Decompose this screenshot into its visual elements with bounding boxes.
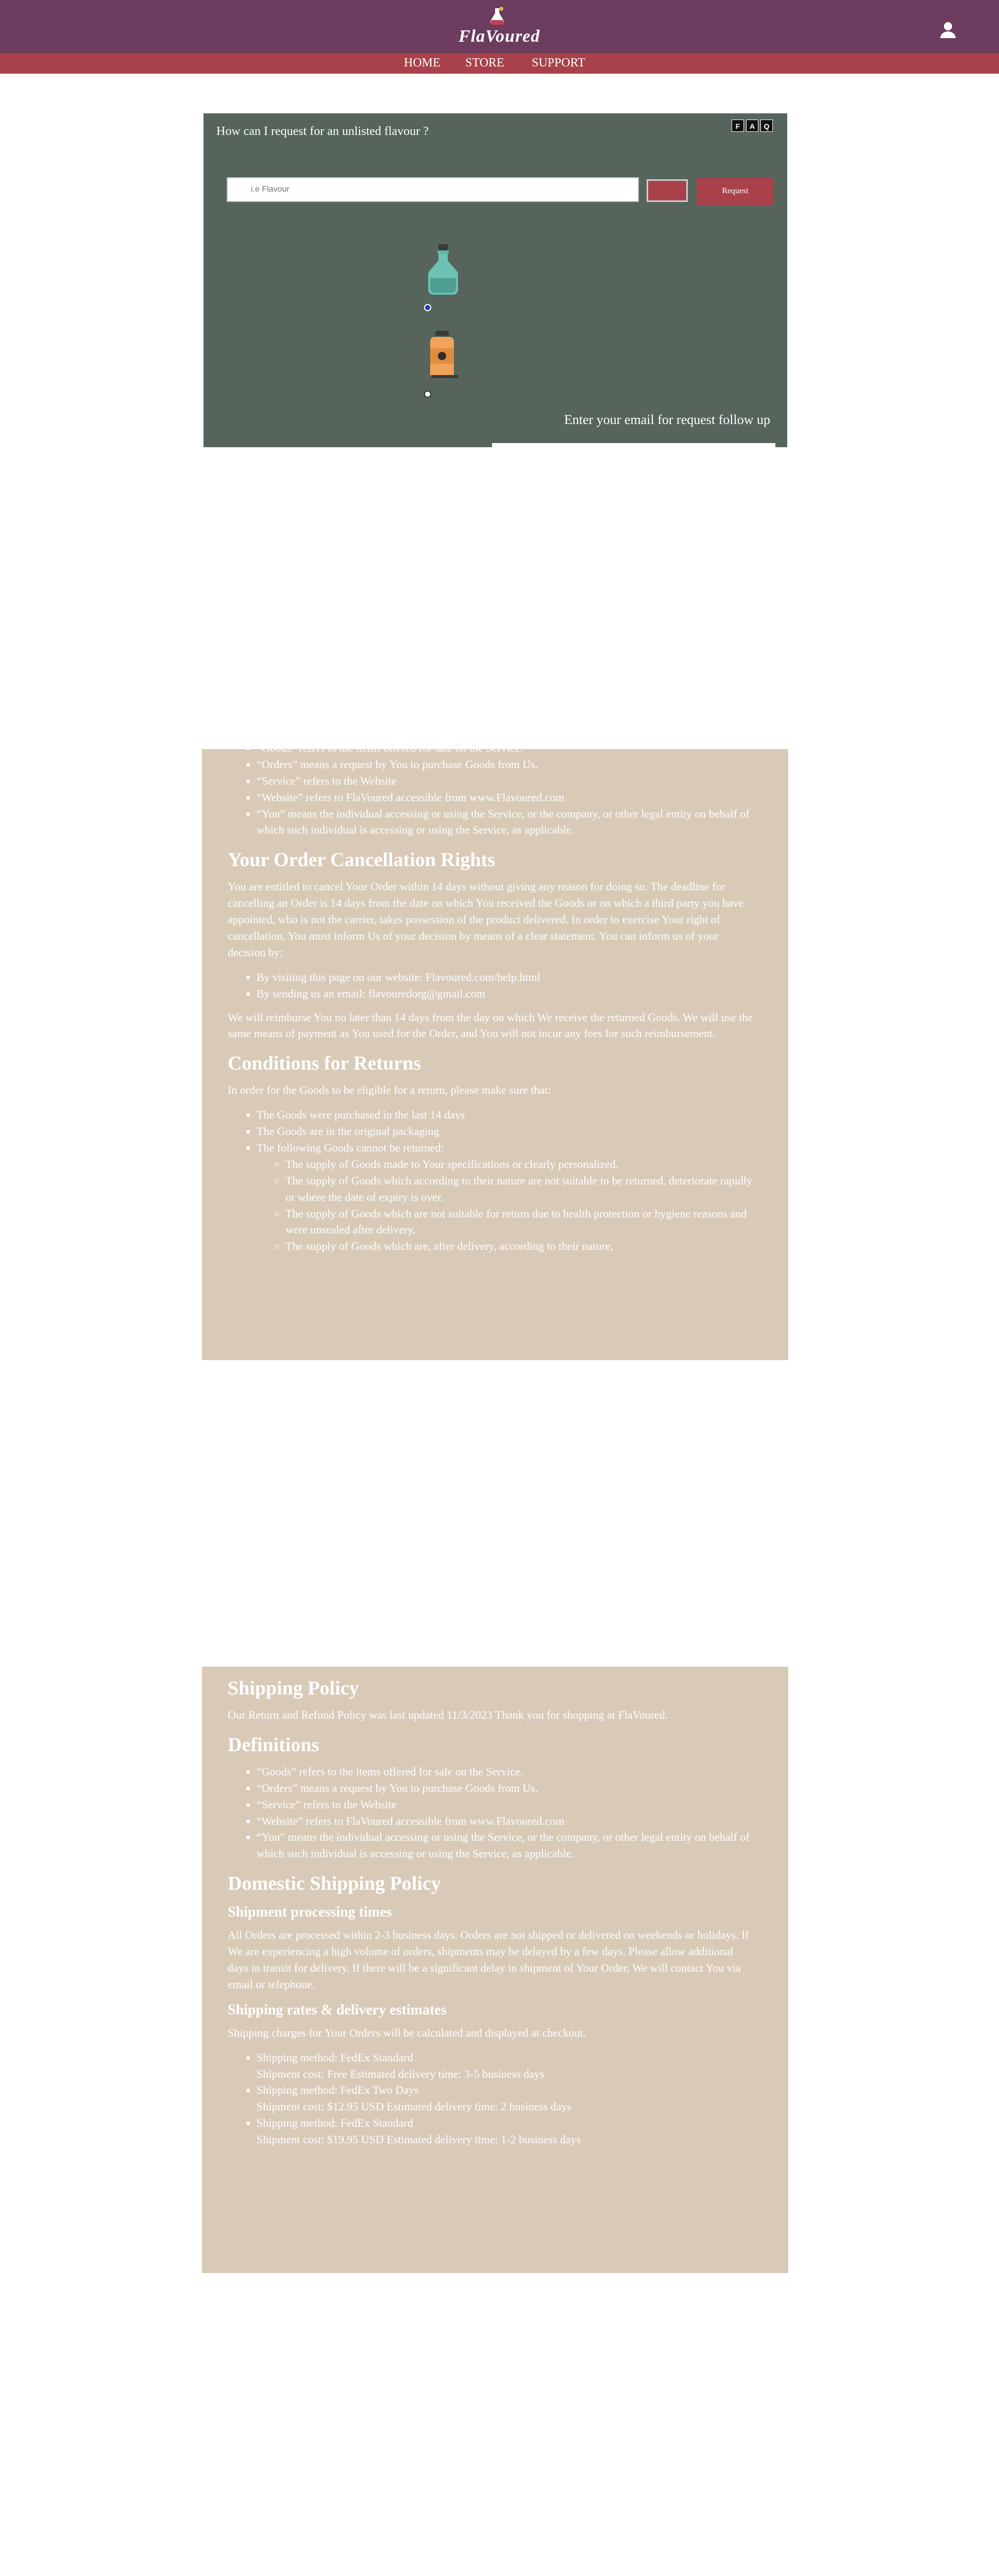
bottle-option-icon[interactable] [425,242,461,299]
list-item: • “Goods” refers to the items offered for sale on the Service. [257,1764,753,1780]
returns-exceptions-list [257,1156,753,1255]
shipping-detail: Shipment cost: $12.95 USD Estimated delivery time: 2 business days [257,2100,572,2113]
flavour-input[interactable] [227,177,639,202]
list-item: • “Orders” means a request by You to purchase Goods from Us. [257,756,753,773]
cancellation-methods [228,969,753,1002]
flavour-color-picker[interactable] [647,179,688,202]
shipping-intro: Our Return and Refund Policy was last updated 11/3/2023 Thank you for shopping at FlaVoured. [228,1708,668,1721]
jar-radio[interactable] [424,391,431,398]
list-item: • “Website” refers to FlaVoured accessible from www.Flavoured.com [257,789,753,806]
request-question: How can I request for an unlisted flavour ? [216,125,429,138]
main-nav [0,53,999,74]
bottle-radio[interactable] [424,304,431,311]
list-item [257,2115,753,2148]
font-size-button[interactable]: F [732,120,744,132]
definitions-list [228,1764,753,1862]
return-policy-panel [202,741,788,1360]
list-item: • The Goods are in the original packaging [257,1123,753,1140]
list-item [257,1140,753,1255]
processing-times-heading: Shipment processing times [228,1904,392,1921]
shipping-policy-panel [202,1667,788,2273]
list-item [257,2082,753,2115]
logo-flask-icon [487,6,507,27]
return-policy-content [228,740,753,1262]
brand-logo[interactable] [459,6,540,49]
reimbursement-text: We will reimburse You no later than 14 days from the day on which We receive the returned Goods. We will use the same means of payment as You used for the Order, and You will not incur any fees for such reimbursement. [228,1010,753,1040]
returns-list [228,1107,753,1255]
list-item: • “Goods” refers to the items offered for sale on the Service. [257,740,753,756]
request-button[interactable]: Request [697,177,774,205]
list-item: • By sending us an email: flavouredorg@gmail.com [257,986,753,1002]
contrast-button[interactable]: A [746,120,758,132]
shipping-policy-content [228,1667,753,2155]
domestic-shipping-heading: Domestic Shipping Policy [228,1873,441,1895]
brand-name: FlaVoured [459,27,540,46]
email-followup-input[interactable] [492,443,775,447]
list-item: ◦ The supply of Goods which are, after delivery, according to their nature, [285,1238,753,1255]
definitions-list [228,740,753,838]
list-item: • The Goods were purchased in the last 14 days [257,1107,753,1123]
processing-times-text: All Orders are processed within 2-3 business days. Orders are not shipped or delivered on weekends or holidays. If We are experiencing a high volume of orders, shipments may be delayed by a few days. Please allow additional days in transit for delivery. If there will be a significant delay in shipment of Your Order, We will contact You via email or telephone. [228,1928,749,1991]
shipping-method: Shipping method: FedEx Standard [257,2050,413,2064]
list-item: • By visiting this page on our website: Flavoured.com/help.html [257,969,753,986]
cancellation-text: You are entitled to cancel Your Order within 14 days without giving any reason for doing so. The deadline for cancelling an Order is 14 days from the date on which You received the Goods or on which a third party you have appointed, who is not the carrier, takes possession of the product delivered. In order to exercise Your right of cancellation, You must inform Us of your decision by means of a clear statement. You can inform us of your decision by: [228,880,744,959]
returns-heading: Conditions for Returns [228,1053,421,1075]
top-bar [0,0,999,53]
list-item [257,2049,753,2082]
returns-intro: In order for the Goods to be eligible for a return, please make sure that: [228,1083,551,1097]
list-item: • “You” means the individual accessing or using the Service, or the company, or other legal entity on behalf of which such individual is accessing or using the Service, as applicable. [257,806,753,839]
shipping-methods-list [228,2049,753,2148]
list-item: • “Website” refers to FlaVoured accessible from www.Flavoured.com [257,1813,753,1829]
jar-option-icon[interactable] [425,330,459,381]
definitions-heading: Definitions [228,1734,319,1756]
faq-button[interactable]: Q [760,120,773,132]
list-item: • “You” means the individual accessing or using the Service, or the company, or other legal entity on behalf of which such individual is accessing or using the Service, as applicable. [257,1829,753,1862]
list-item: ◦ The supply of Goods made to Your specifications or clearly personalized. [285,1156,753,1173]
shipping-method: Shipping method: FedEx Two Days [257,2083,419,2097]
list-item: • “Service” refers to the Website [257,773,753,789]
cancellation-heading: Your Order Cancellation Rights [228,849,495,871]
shipping-method: Shipping method: FedEx Standard [257,2116,413,2130]
nav-home[interactable]: HOME [404,56,441,70]
flavour-request-card [204,113,787,447]
shipping-rates-intro: Shipping charges for Your Orders will be calculated and displayed at checkout. [228,2026,586,2039]
list-item-text: The following Goods cannot be returned: [257,1141,444,1155]
user-account-icon[interactable] [938,20,958,40]
list-item: ◦ The supply of Goods which are not suitable for return due to health protection or hygiene reasons and were unsealed after delivery. [285,1206,753,1239]
list-item: • “Orders” means a request by You to purchase Goods from Us. [257,1780,753,1797]
shipping-heading: Shipping Policy [228,1677,359,1699]
nav-store[interactable]: STORE [465,56,504,70]
nav-support[interactable]: SUPPORT [532,56,585,70]
list-item: ◦ The supply of Goods which according to their nature are not suitable to be returned, deteriorate rapidly or where the date of expiry is over. [285,1173,753,1206]
shipping-rates-heading: Shipping rates & delivery estimates [228,2002,447,2018]
list-item: • “Service” refers to the Website [257,1797,753,1813]
shipping-detail: Shipment cost: Free Estimated delivery time: 3-5 business days [257,2067,545,2080]
shipping-detail: Shipment cost: $19.95 USD Estimated delivery time: 1-2 business days [257,2133,581,2146]
email-followup-prompt: Enter your email for request follow up [564,412,770,427]
